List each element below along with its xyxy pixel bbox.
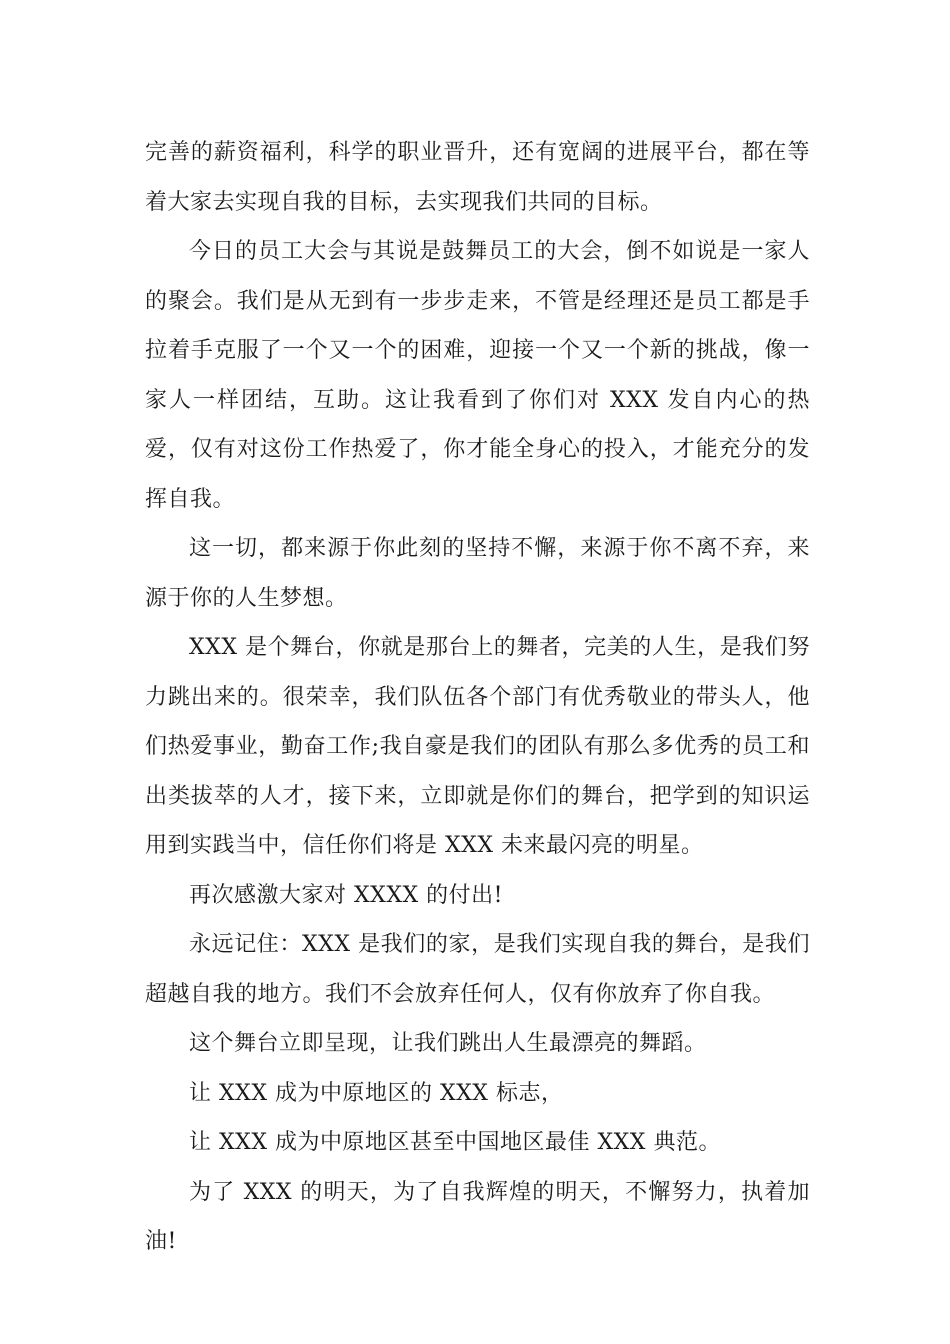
paragraph-2: 今日的员工大会与其说是鼓舞员工的大会，倒不如说是一家人的聚会。我们是从无到有一步步走来，不管是经理还是员工都是手拉着手克服了一个又一个的困难，迎接一个又一个新的挑战，像一家人一样团结，互助。这让我看到了你们对 XXX 发自内心的热爱，仅有对这份工作热爱了，你才能全身心的投入，才能充分的发挥自我。 [145, 239, 810, 512]
document-page [145, 128, 810, 1267]
paragraph-6: 永远记住：XXX 是我们的家，是我们实现自我的舞台，是我们超越自我的地方。我们不会放弃任何人，仅有你放弃了你自我。 [145, 932, 810, 1007]
paragraph-9: 让 XXX 成为中原地区甚至中国地区最佳 XXX 典范。 [189, 1130, 721, 1155]
paragraph-1: 完善的薪资福利，科学的职业晋升，还有宽阔的进展平台，都在等着大家去实现自我的目标，去实现我们共同的目标。 [145, 140, 810, 215]
paragraph-7: 这个舞台立即呈现，让我们跳出人生最漂亮的舞蹈。 [189, 1031, 707, 1056]
paragraph-4: XXX 是个舞台，你就是那台上的舞者，完美的人生，是我们努力跳出来的。很荣幸，我们队伍各个部门有优秀敬业的带头人，他们热爱事业，勤奋工作;我自豪是我们的团队有那么多优秀的员工和出类拔萃的人才，接下来，立即就是你们的舞台，把学到的知识运用到实践当中，信任你们将是 XXX 未来最闪亮的明星。 [145, 635, 810, 858]
paragraph-10: 为了 XXX 的明天，为了自我辉煌的明天，不懈努力，执着加油! [145, 1179, 810, 1254]
paragraph-5: 再次感激大家对 XXXX 的付出! [189, 882, 503, 908]
paragraph-3: 这一切，都来源于你此刻的坚持不懈，来源于你不离不弃，来源于你的人生梦想。 [145, 536, 810, 611]
paragraph-8: 让 XXX 成为中原地区的 XXX 标志， [189, 1080, 564, 1106]
